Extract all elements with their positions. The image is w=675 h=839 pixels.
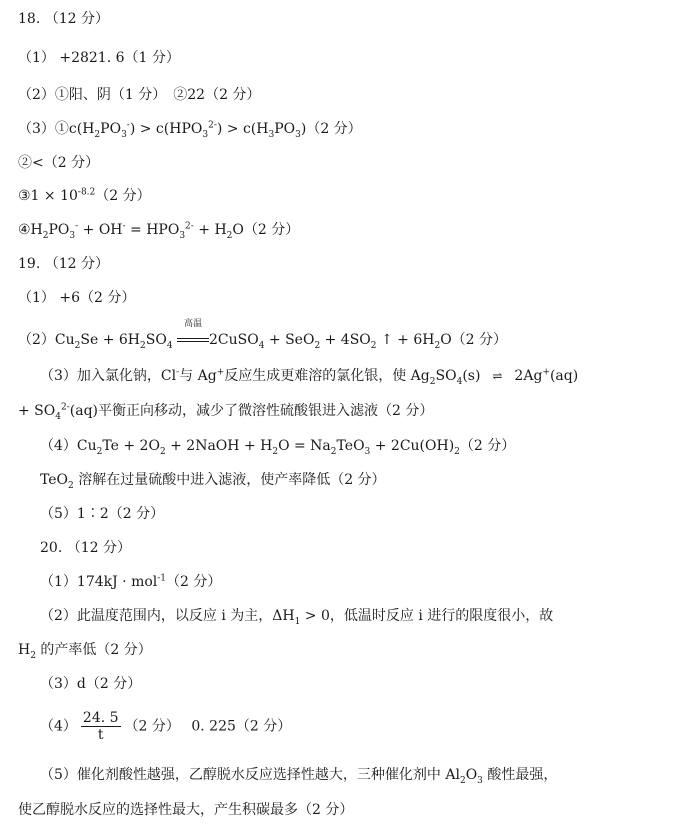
text: （4）	[40, 718, 77, 735]
subscript: 2	[74, 340, 81, 351]
superscript: -8.2	[77, 187, 96, 198]
q19-part5: （5）1∶2（2 分）	[40, 506, 165, 522]
subscript: 3	[202, 129, 209, 140]
q18-part3-4	[18, 220, 299, 240]
text: 反应生成更难溶的氯化银，使 Ag	[224, 368, 430, 384]
text: 2Ag	[514, 368, 543, 384]
subscript: 2	[429, 376, 436, 387]
text: + SeO	[264, 332, 315, 348]
condition-label: 高温	[183, 319, 202, 329]
text: (aq)	[549, 368, 579, 384]
text: （2）Cu	[18, 332, 75, 348]
text: （2 分）	[459, 438, 516, 454]
q20-part3: （3）d（2 分）	[40, 676, 142, 692]
text: SO	[435, 368, 457, 384]
subscript: 1	[294, 616, 301, 627]
text: O = Na	[278, 438, 331, 454]
text: PO	[48, 222, 70, 238]
superscript: -	[75, 221, 79, 232]
subscript: 3	[477, 775, 483, 786]
reversible-arrow: ⇌	[492, 369, 503, 383]
text: ④H	[18, 222, 43, 238]
subscript: 2	[330, 446, 337, 457]
text: PO	[100, 121, 122, 137]
subscript: 2	[30, 650, 36, 661]
subscript: 2	[459, 775, 466, 786]
text: O（2 分）	[440, 332, 508, 348]
subscript: 4	[258, 340, 265, 351]
text: SO	[145, 332, 167, 348]
fraction	[81, 710, 121, 743]
subscript: 2	[94, 129, 101, 140]
text: Se + 6H	[80, 332, 140, 348]
subscript: 2	[226, 230, 233, 241]
q18-part2: （2）①阳、阴（1 分） ②22（2 分）	[18, 87, 261, 103]
q20-part5-cont: 使乙醇脱水反应的选择性最大，产生积碳最多（2 分）	[18, 802, 354, 818]
subscript: 2	[454, 446, 460, 457]
subscript: 3	[69, 230, 76, 241]
subscript: 3	[295, 129, 301, 140]
text: + 2Cu(OH)	[370, 438, 455, 454]
q18-part3	[18, 119, 362, 139]
text: ) > c(HPO	[129, 121, 203, 137]
subscript: 4	[166, 340, 173, 351]
superscript: -	[126, 120, 130, 131]
subscript: 4	[456, 376, 463, 387]
q19-part3-cont	[18, 401, 433, 421]
subscript: 2	[140, 340, 146, 351]
fraction-numerator: 24. 5	[82, 710, 119, 726]
q19-part4-cont	[40, 470, 386, 490]
superscript: -1	[157, 573, 167, 584]
q20-part4	[40, 710, 291, 743]
text: ) > c(H	[216, 121, 269, 137]
text: (s)	[462, 368, 481, 384]
superscript: -	[176, 367, 180, 378]
q19-title: 19. （12 分）	[18, 256, 109, 272]
q19-part1: （1） +6（2 分）	[18, 290, 136, 306]
q20-part5	[40, 765, 557, 785]
text: （4）Cu	[40, 438, 97, 454]
subscript: 2	[434, 340, 441, 351]
q20-part2	[40, 606, 553, 626]
q18-part3-3	[18, 186, 151, 206]
subscript: 4	[55, 411, 61, 422]
text: = HPO	[125, 222, 180, 238]
text: O	[465, 767, 478, 783]
superscript: +	[542, 367, 550, 378]
superscript: 2-	[185, 221, 194, 232]
subscript: 3	[268, 129, 275, 140]
text: （2 分）	[166, 574, 222, 590]
subscript: 3	[121, 129, 127, 140]
text: Te + 2O	[102, 438, 160, 454]
q20-part1	[40, 572, 221, 592]
fraction-denominator: t	[97, 727, 104, 743]
q18-part1: （1） +2821. 6（1 分）	[18, 50, 180, 66]
text: （1）174kJ · mol	[40, 574, 158, 590]
text: PO	[274, 121, 296, 137]
text: 2CuSO	[209, 332, 259, 348]
text: 与 Ag	[179, 368, 217, 384]
text: O（2 分）	[232, 222, 300, 238]
text: （2）此温度范围内，以反应 ⅰ 为主，ΔH	[40, 608, 295, 624]
text: + 2NaOH + H	[165, 438, 273, 454]
q20-title: 20. （12 分）	[40, 540, 131, 556]
text: 溶解在过量硫酸中进入滤液，使产率降低（2 分）	[73, 472, 386, 488]
q18-part3-2: ②<（2 分）	[18, 155, 100, 171]
text: ↑ + 6H	[376, 332, 435, 348]
reaction-condition	[177, 319, 209, 350]
text: （3）加入氯化钠，Cl	[40, 368, 177, 384]
text: + 4SO	[320, 332, 371, 348]
text: + H	[193, 222, 227, 238]
q20-part2-cont	[18, 640, 152, 660]
subscript: 3	[364, 446, 371, 457]
text: （5）催化剂酸性越强，乙醇脱水反应选择性越大，三种催化剂中 Al	[40, 767, 460, 783]
q19-part4	[40, 436, 515, 456]
superscript: 2-	[60, 402, 70, 413]
text: > 0，低温时反应 ⅰ 进行的限度很小，故	[300, 608, 554, 624]
subscript: 2	[370, 340, 377, 351]
subscript: 2	[314, 340, 321, 351]
text: )（2 分）	[300, 121, 362, 137]
subscript: 2	[96, 446, 103, 457]
superscript: 2-	[208, 120, 217, 131]
superscript: -	[122, 221, 126, 232]
text: 酸性最强，	[482, 767, 558, 783]
subscript: 3	[179, 230, 186, 241]
subscript: 2	[42, 230, 49, 241]
text: TeO	[40, 472, 69, 488]
subscript: 2	[272, 446, 279, 457]
text: （2 分） 0. 225（2 分）	[124, 718, 292, 735]
text: （3）①c(H	[18, 121, 95, 137]
text: ③1 × 10	[18, 188, 78, 204]
subscript: 2	[68, 480, 74, 491]
text: 的产率低（2 分）	[35, 642, 152, 658]
superscript: +	[216, 367, 225, 378]
text: (aq)平衡正向移动，减少了微溶性硫酸银进入滤液（2 分）	[69, 403, 434, 419]
text: H	[18, 642, 31, 658]
q19-part2	[18, 319, 508, 351]
equals-bar	[177, 338, 209, 342]
text: + OH	[78, 222, 123, 238]
text: TeO	[336, 438, 365, 454]
q19-part3	[40, 366, 578, 386]
text: （2 分）	[95, 188, 151, 204]
q18-title: 18. （12 分）	[18, 11, 109, 27]
text: + SO	[18, 403, 56, 419]
subscript: 2	[159, 446, 166, 457]
